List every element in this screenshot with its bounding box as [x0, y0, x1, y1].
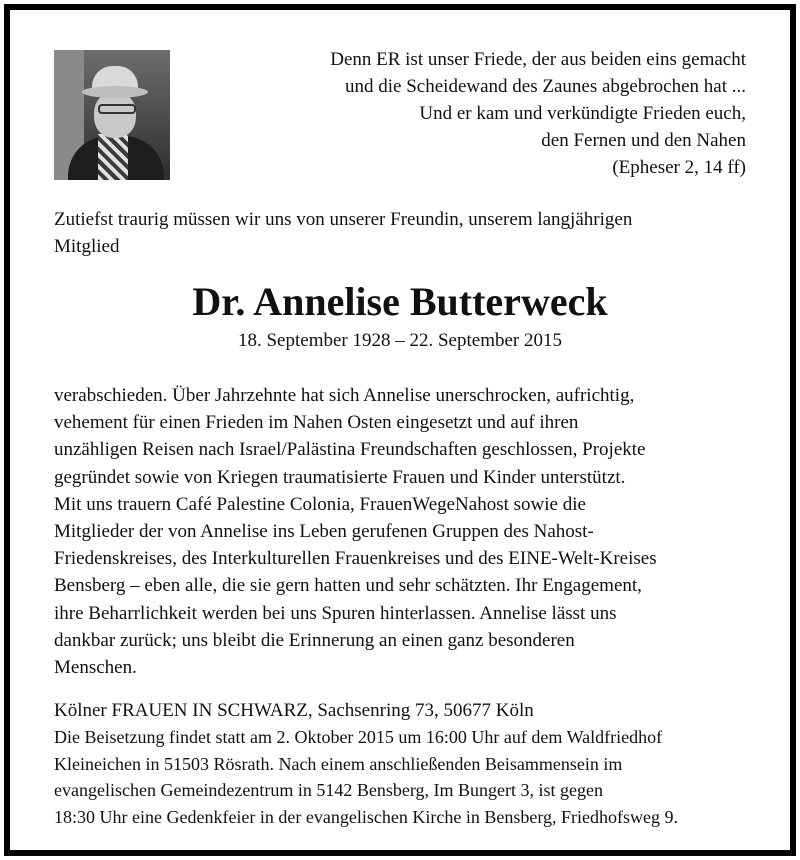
obituary-notice: [4, 4, 796, 856]
funeral-line: Kleineichen in 51503 Rösrath. Nach einem anschließenden Beisammensein im: [54, 753, 623, 774]
life-dates: 18. September 1928 – 22. September 2015: [237, 330, 562, 351]
tribute-line: gegründet sowie von Kriegen traumatisierte Frauen und Kinder unterstützt.: [54, 466, 626, 488]
tribute-text: [54, 382, 762, 681]
intro-line: Zutiefst traurig müssen wir uns von unserer Freundin, unserem langjährigen: [54, 209, 633, 230]
tribute-line: Friedenskreises, des Interkulturellen Frauenkreises und des EINE-Welt-Kreises: [54, 548, 657, 570]
verse-line: den Fernen und den Nahen: [541, 130, 746, 151]
tribute-line: vehement für einen Frieden im Nahen Osten eingesetzt und auf ihren: [54, 412, 579, 434]
verse-line: Denn ER ist unser Friede, der aus beiden eins gemacht: [330, 49, 746, 70]
tribute-line: Bensberg – eben alle, die sie gern hatten und sehr schätzten. Ihr Engagement,: [54, 575, 642, 597]
portrait-photo: [54, 50, 170, 180]
deceased-name: Dr. Annelise Butterweck: [192, 279, 608, 324]
sender-address: Kölner FRAUEN IN SCHWARZ, Sachsenring 73, 50677 Köln: [54, 700, 534, 721]
verse-line: Und er kam und verkündigte Frieden euch,: [419, 103, 746, 124]
funeral-details: [54, 724, 766, 830]
funeral-line: 18:30 Uhr eine Gedenkfeier in der evangelischen Kirche in Bensberg, Friedhofsweg 9.: [54, 806, 678, 827]
tribute-line: Menschen.: [54, 657, 137, 679]
funeral-line: evangelischen Gemeindezentrum in 5142 Bensberg, Im Bungert 3, ist gegen: [54, 780, 604, 800]
intro-text: [54, 206, 754, 260]
tribute-line: Mitglieder der von Annelise ins Leben gerufenen Gruppen des Nahost-: [54, 521, 594, 543]
tribute-line: ihre Beharrlichkeit werden bei uns Spuren hinterlassen. Annelise lässt uns: [54, 602, 617, 624]
intro-line: Mitglied: [54, 236, 120, 257]
verse-reference: (Epheser 2, 14 ff): [612, 157, 746, 178]
tribute-line: Mit uns trauern Café Palestine Colonia, FrauenWegeNahost sowie die: [54, 493, 586, 515]
tribute-line: unzähligen Reisen nach Israel/Palästina Freundschaften geschlossen, Projekte: [54, 439, 646, 461]
bible-verse: [206, 46, 746, 181]
tribute-line: verabschieden. Über Jahrzehnte hat sich Annelise unerschrocken, aufrichtig,: [54, 385, 635, 406]
funeral-line: Die Beisetzung findet statt am 2. Oktober 2015 um 16:00 Uhr auf dem Waldfriedhof: [54, 727, 663, 747]
verse-line: und die Scheidewand des Zaunes abgebrochen hat ...: [345, 76, 746, 97]
tribute-line: dankbar zurück; uns bleibt die Erinnerung an einen ganz besonderen: [54, 629, 575, 651]
